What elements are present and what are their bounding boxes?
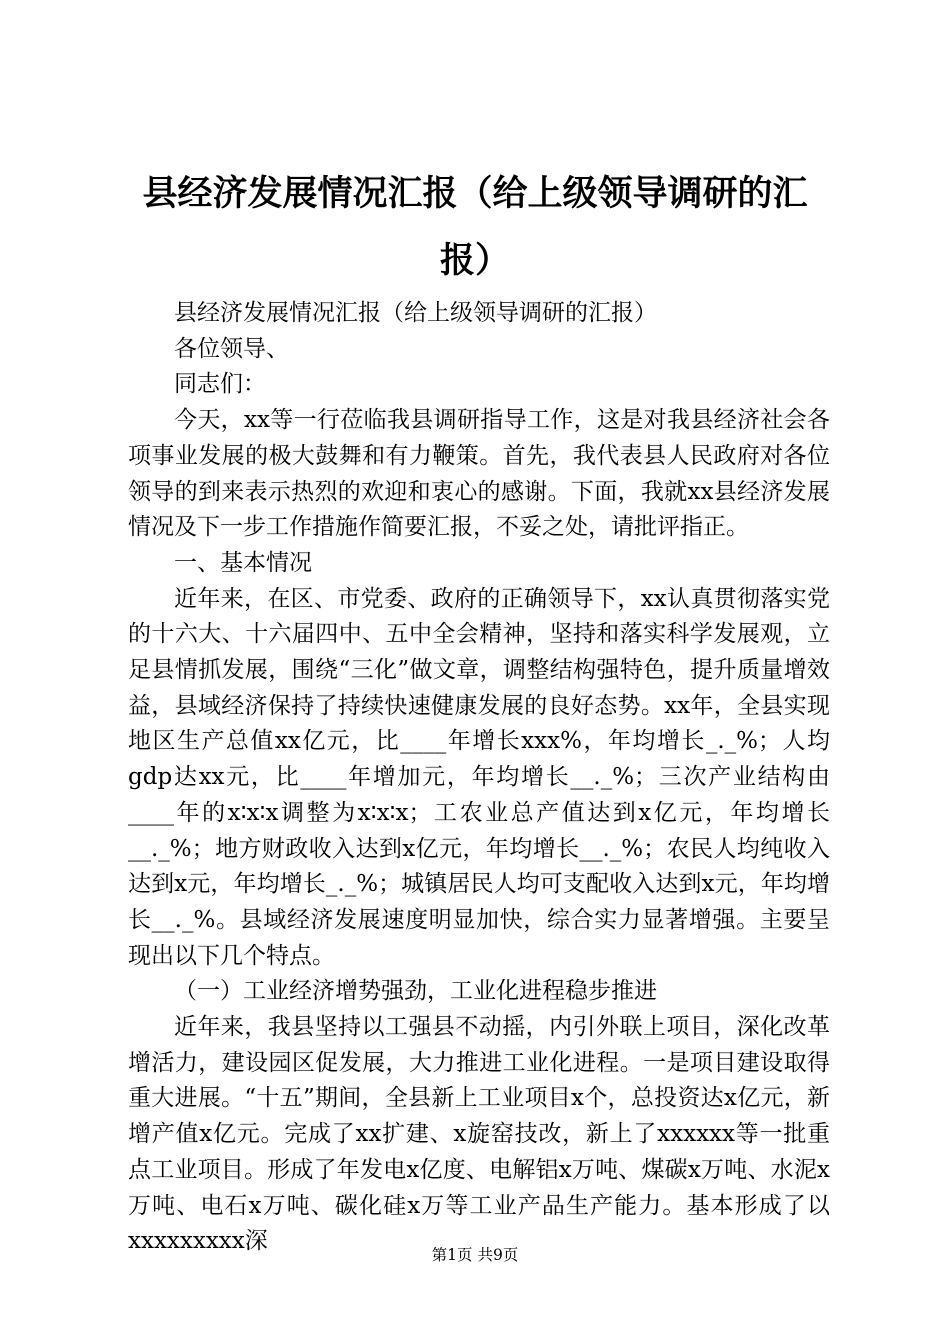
page-footer: 第1页 共9页 (431, 1246, 519, 1264)
subtitle-line: 县经济发展情况汇报（给上级领导调研的汇报） (174, 300, 657, 326)
industry-paragraph: 近年来，我县坚持以工强县不动摇，内引外联上项目，深化改革增活力，建设园区促发展，大力推进工业化进程。一是项目建设取得重大进展。“十五”期间，全县新上工业项目x个，总投资达x亿元，新增产值x亿元。完成了xx扩建、x旋窑技改，新上了xxxxxx等一批重点工业项目。形成了年发电x亿度、电解铝x万吨、煤碳x万吨、水泥x万吨、电石x万吨、碳化硅x万等工业产品生产能力。基本形成了以xxxxxxxxx深 (128, 1014, 830, 1255)
overview-paragraph: 近年来，在区、市党委、政府的正确领导下，xx认真贯彻落实党的十六大、十六届四中、五中全会精神，坚持和落实科学发展观，立足县情抓发展，围绕“三化”做文章，调整结构强特色，提升质量增效益，县域经济保持了持续快速健康发展的良好态势。xx年，全县实现地区生产总值xx亿元，比____年增长xxx%，年均增长_._%；人均gdp达xx元，比____年增加元，年均增长__._%；三次产业结构由____年的x∶x∶x调整为x∶x∶x；工农业总产值达到x亿元，年均增长__._%；地方财政收入达到x亿元，年均增长__._%；农民人均纯收入达到x元，年均增长_._%；城镇居民人均可支配收入达到x元，年均增长__._%。县域经济发展速度明显加快，综合实力显著增强。主要呈现出以下几个特点。 (128, 585, 830, 969)
subsection-heading: （一）工业经济增势强劲，工业化进程稳步推进 (174, 978, 657, 1005)
salutation-line-2: 同志们： (174, 371, 266, 398)
section-heading: 一、基本情况 (174, 549, 312, 576)
salutation-line-1: 各位领导、 (174, 335, 289, 362)
document-body (128, 296, 830, 1260)
document-title: 县经济发展情况汇报（给上级领导调研的汇报） (142, 173, 808, 281)
intro-paragraph: 今天，xx等一行莅临我县调研指导工作，这是对我县经济社会各项事业发展的极大鼓舞和有力鞭策。首先，我代表县人民政府对各位领导的到来表示热烈的欢迎和衷心的感谢。下面，我就xx县经济发展情况及下一步工作措施作简要汇报，不妥之处，请批评指正。 (128, 407, 830, 541)
